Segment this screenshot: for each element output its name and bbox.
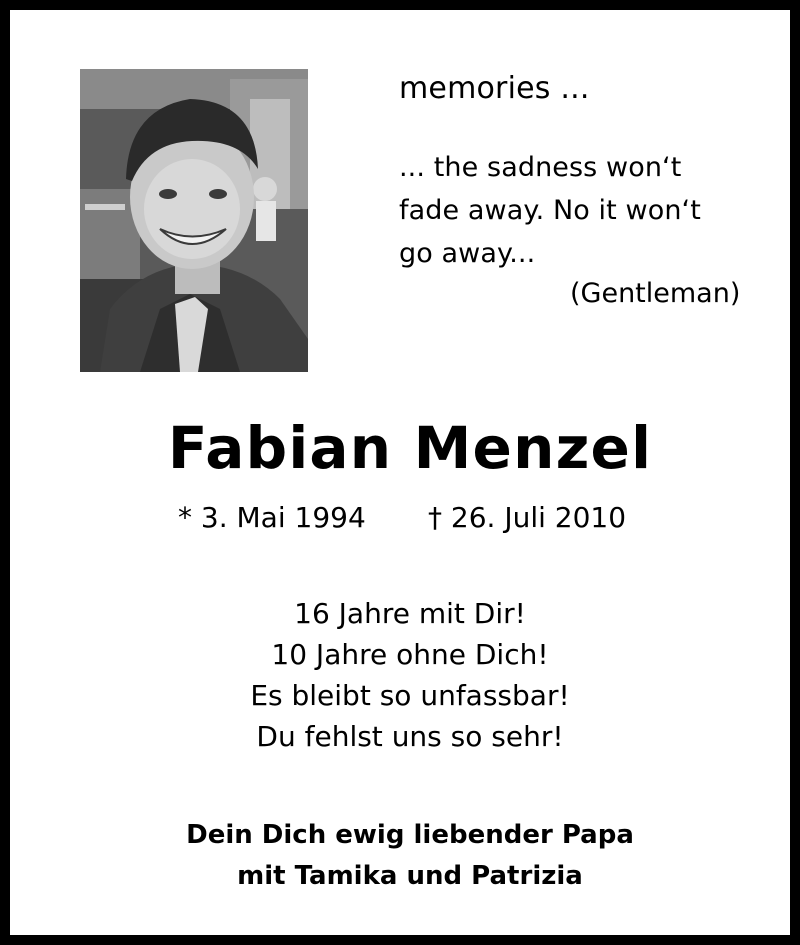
verse-line: Du fehlst uns so sehr! (256, 720, 564, 753)
quote-text (399, 146, 779, 275)
signature (10, 815, 800, 897)
death-date: † 26. Juli 2010 (428, 501, 627, 534)
birth-date: * 3. Mai 1994 (178, 501, 366, 534)
portrait-image (80, 69, 308, 372)
signature-line: mit Tamika und Patrizia (237, 861, 583, 891)
verse-line: Es bleibt so unfassbar! (250, 679, 570, 712)
verse-line: 16 Jahre mit Dir! (294, 597, 526, 630)
memorial-verse (10, 593, 800, 757)
quote-title: memories ... (399, 71, 590, 106)
quote-line: ... the sadness won‘t (399, 152, 682, 183)
verse-line: 10 Jahre ohne Dich! (271, 638, 549, 671)
quote-line: fade away. No it won‘t (399, 195, 701, 226)
signature-line: Dein Dich ewig liebender Papa (186, 820, 634, 850)
quote-author: (Gentleman) (570, 278, 741, 309)
portrait-photo (80, 69, 308, 372)
quote-line: go away... (399, 238, 536, 269)
deceased-name: Fabian Menzel (167, 414, 653, 482)
